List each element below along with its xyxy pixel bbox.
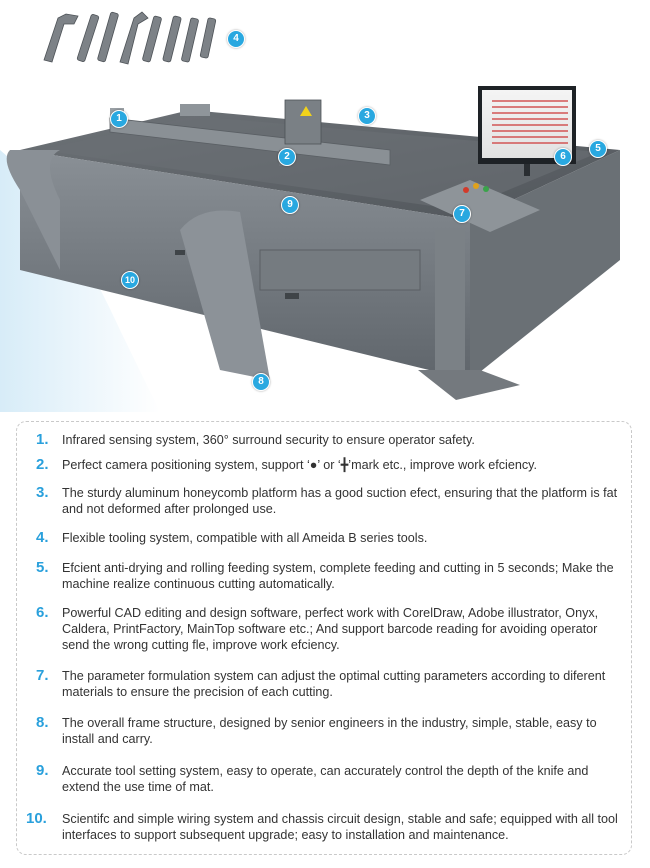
callout-marker-6: 6: [554, 148, 572, 166]
callout-marker-2: 2: [278, 148, 296, 166]
feature-text: The overall frame structure, designed by senior engineers in the industry, simple, stable, easy to install and carry.: [62, 716, 597, 746]
feature-number: 5.: [36, 559, 49, 576]
tool-set: [44, 12, 216, 64]
feature-text: Accurate tool setting system, easy to operate, can accurately control the depth of the knife and extend the use time of mat.: [62, 764, 589, 794]
feature-number: 3.: [36, 484, 49, 501]
feature-text: Perfect camera positioning system, support ‘●’ or ‘╋’mark etc., improve work efciency.: [62, 458, 538, 472]
feature-text: Efcient anti-drying and rolling feeding system, complete feeding and cutting in 5 seconds; Make the machine realize continuous cutting automatically.: [62, 561, 614, 591]
callout-marker-8: 8: [252, 373, 270, 391]
feature-text: The sturdy aluminum honeycomb platform has a good suction efect, ensuring that the platform is fat and not deformed after prolonged use.: [62, 486, 618, 516]
feature-number: 7.: [36, 667, 49, 684]
feature-number: 10.: [26, 810, 47, 827]
callout-marker-5: 5: [589, 140, 607, 158]
feature-number: 4.: [36, 529, 49, 546]
feature-number: 9.: [36, 762, 49, 779]
callout-marker-4: 4: [227, 30, 245, 48]
console-pedestal: [435, 230, 465, 370]
callout-marker-7: 7: [453, 205, 471, 223]
feature-number: 2.: [36, 456, 49, 473]
feature-text: The parameter formulation system can adjust the optimal cutting parameters according to diferent materials to ensure the precision of each cutting.: [62, 669, 606, 699]
callout-marker-10: 10: [121, 271, 139, 289]
feature-text: Scientifc and simple wiring system and chassis circuit design, stable and safe; equipped with all tool interfaces to support subsequent upgrade; easy to installation and maintenance.: [62, 812, 618, 842]
callout-marker-3: 3: [358, 107, 376, 125]
callout-marker-1: 1: [110, 110, 128, 128]
feature-number: 8.: [36, 714, 49, 731]
cutting-head: [285, 100, 321, 144]
callout-marker-9: 9: [281, 196, 299, 214]
product-illustration: [0, 0, 650, 412]
feature-text: Infrared sensing system, 360° surround security to ensure operator safety.: [62, 433, 475, 447]
cutting-machine-drawing: [0, 0, 650, 412]
feature-text: Powerful CAD editing and design software, perfect work with CorelDraw, Adobe illustrator, Onyx, Caldera, PrintFactory, MainTop software etc.; And support barcode reading for avoiding operator send the wrong cutting fle, improve work efciency.: [62, 606, 599, 652]
feature-number: 6.: [36, 604, 49, 621]
feature-number: 1.: [36, 431, 49, 448]
feature-text: Flexible tooling system, compatible with all Ameida B series tools.: [62, 531, 428, 545]
